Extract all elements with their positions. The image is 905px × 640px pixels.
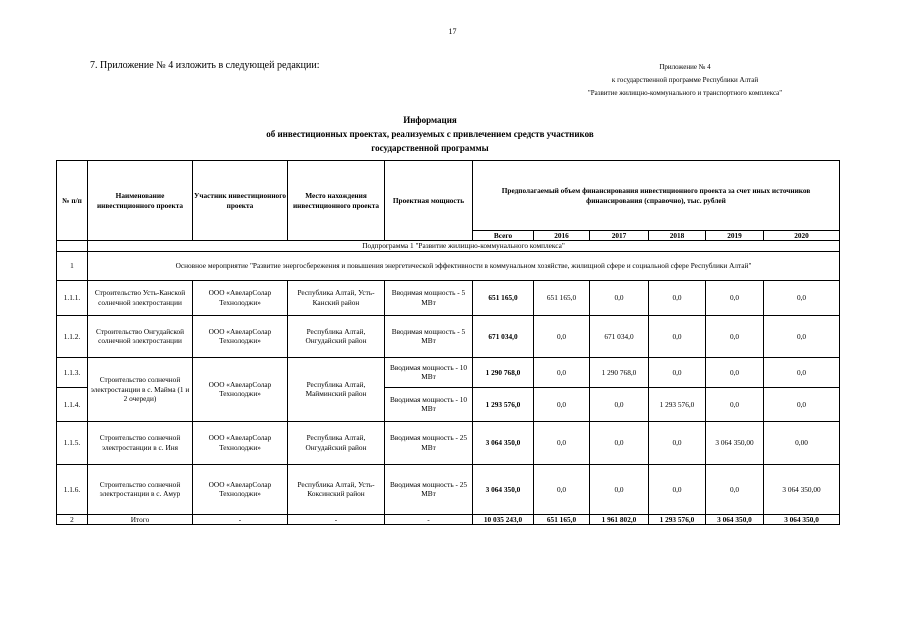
total-capacity: - — [385, 514, 473, 524]
row-2018: 0,0 — [649, 280, 706, 315]
row-2016: 0,0 — [534, 357, 590, 387]
total-2018: 1 293 576,0 — [649, 514, 706, 524]
row-total: 671 034,0 — [473, 315, 534, 357]
row-2017: 0,0 — [590, 421, 649, 464]
row-name: Строительство Усть-Канской солнечной электростанции — [88, 280, 193, 315]
total-location: - — [288, 514, 385, 524]
annex-line-1: Приложение № 4 — [659, 63, 711, 71]
header-funding: Предполагаемый объем финансирования инвестиционного проекта за счет иных источников финансирования (справочно), тыс. рублей — [473, 161, 840, 231]
intro-text: 7. Приложение № 4 изложить в следующей редакции: — [90, 60, 320, 71]
total-2020: 3 064 350,0 — [764, 514, 840, 524]
subprogram-row — [57, 241, 840, 251]
total-2019: 3 064 350,0 — [706, 514, 764, 524]
page-number: 17 — [448, 27, 457, 36]
row-num: 1.1.4. — [57, 387, 88, 421]
row-num: 1.1.3. — [57, 357, 88, 387]
row-participant: ООО «АвеларСолар Технолоджи» — [193, 280, 288, 315]
main-activity-text: Основное мероприятие "Развитие энергосбережения и повышения энергетической эффективности в коммунальном хозяйстве, жилищной сфере и социальной сфере Республики Алтай" — [88, 251, 840, 280]
header-2020: 2020 — [764, 231, 840, 241]
annex-line-2: к государственной программе Республики Алтай — [611, 76, 759, 84]
row-2020: 0,0 — [764, 387, 840, 421]
row-2020: 0,0 — [764, 357, 840, 387]
row-total: 1 290 768,0 — [473, 357, 534, 387]
row-2020: 0,00 — [764, 421, 840, 464]
row-2018: 1 293 576,0 — [649, 387, 706, 421]
row-2019: 0,0 — [706, 387, 764, 421]
row-2017: 0,0 — [590, 280, 649, 315]
header-2018: 2018 — [649, 231, 706, 241]
row-total: 3 064 350,0 — [473, 464, 534, 514]
row-2019: 0,0 — [706, 357, 764, 387]
row-location: Республика Алтай, Онгудайский район — [288, 315, 385, 357]
row-2019: 0,0 — [706, 315, 764, 357]
header-2019: 2019 — [706, 231, 764, 241]
total-num: 2 — [57, 514, 88, 524]
header-row — [57, 161, 840, 231]
investment-projects-table — [56, 160, 840, 525]
row-capacity: Вводимая мощность - 25 МВт — [385, 421, 473, 464]
row-capacity: Вводимая мощность - 25 МВт — [385, 464, 473, 514]
row-2020: 0,0 — [764, 280, 840, 315]
row-num: 1.1.1. — [57, 280, 88, 315]
row-name: Строительство Онгудайской солнечной электростанции — [88, 315, 193, 357]
table-row — [57, 357, 840, 387]
row-2017: 0,0 — [590, 387, 649, 421]
row-location: Республика Алтай, Усть-Коксинский район — [288, 464, 385, 514]
annex-block — [540, 61, 830, 100]
header-num: № п/п — [57, 161, 88, 241]
row-2016: 0,0 — [534, 421, 590, 464]
total-2017: 1 961 802,0 — [590, 514, 649, 524]
row-2018: 0,0 — [649, 315, 706, 357]
row-participant: ООО «АвеларСолар Технолоджи» — [193, 315, 288, 357]
row-2017: 0,0 — [590, 464, 649, 514]
subprogram-title: Подпрограмма 1 "Развитие жилищно-коммунального комплекса" — [88, 241, 840, 251]
table-row — [57, 315, 840, 357]
row-2017: 1 290 768,0 — [590, 357, 649, 387]
row-name: Строительство солнечной электростанции в с. Амур — [88, 464, 193, 514]
header-name: Наименование инвестиционного проекта — [88, 161, 193, 241]
row-total: 1 293 576,0 — [473, 387, 534, 421]
row-capacity: Вводимая мощность - 10 МВт — [385, 357, 473, 387]
total-2016: 651 165,0 — [534, 514, 590, 524]
total-label: Итого — [88, 514, 193, 524]
title-line-1: Информация — [403, 115, 457, 125]
row-total: 3 064 350,0 — [473, 421, 534, 464]
main-activity-row — [57, 251, 840, 280]
row-total: 651 165,0 — [473, 280, 534, 315]
row-location: Республика Алтай, Усть-Канский район — [288, 280, 385, 315]
row-2018: 0,0 — [649, 357, 706, 387]
row-2018: 0,0 — [649, 421, 706, 464]
header-location: Место нахождения инвестиционного проекта — [288, 161, 385, 241]
row-num: 1.1.5. — [57, 421, 88, 464]
total-sum: 10 035 243,0 — [473, 514, 534, 524]
row-participant: ООО «АвеларСолар Технолоджи» — [193, 421, 288, 464]
row-participant: ООО «АвеларСолар Технолоджи» — [193, 357, 288, 421]
row-num: 1.1.6. — [57, 464, 88, 514]
row-num: 1.1.2. — [57, 315, 88, 357]
row-name: Строительство солнечной электростанции в с. Майма (1 и 2 очереди) — [88, 357, 193, 421]
table-row — [57, 421, 840, 464]
header-2017: 2017 — [590, 231, 649, 241]
annex-line-3: "Развитие жилищно-коммунального и транспортного комплекса" — [587, 89, 783, 97]
total-participant: - — [193, 514, 288, 524]
row-2019: 0,0 — [706, 280, 764, 315]
row-2020: 0,0 — [764, 315, 840, 357]
row-2016: 0,0 — [534, 387, 590, 421]
row-capacity: Вводимая мощность - 10 МВт — [385, 387, 473, 421]
total-row — [57, 514, 840, 524]
row-name: Строительство солнечной электростанции в с. Иня — [88, 421, 193, 464]
main-activity-num: 1 — [57, 251, 88, 280]
table-row — [57, 280, 840, 315]
header-total: Всего — [473, 231, 534, 241]
header-2016: 2016 — [534, 231, 590, 241]
row-2019: 0,0 — [706, 464, 764, 514]
document-title — [150, 113, 710, 155]
header-capacity: Проектная мощность — [385, 161, 473, 241]
row-participant: ООО «АвеларСолар Технолоджи» — [193, 464, 288, 514]
row-2020: 3 064 350,00 — [764, 464, 840, 514]
title-line-3: государственной программы — [371, 143, 489, 153]
row-2016: 0,0 — [534, 464, 590, 514]
row-capacity: Вводимая мощность - 5 МВт — [385, 315, 473, 357]
table-row — [57, 464, 840, 514]
row-location: Республика Алтай, Онгудайский район — [288, 421, 385, 464]
subprogram-num-cell — [57, 241, 88, 251]
row-2017: 671 034,0 — [590, 315, 649, 357]
row-location: Республика Алтай, Майминский район — [288, 357, 385, 421]
row-capacity: Вводимая мощность - 5 МВт — [385, 280, 473, 315]
row-2016: 651 165,0 — [534, 280, 590, 315]
row-2019: 3 064 350,00 — [706, 421, 764, 464]
row-2016: 0,0 — [534, 315, 590, 357]
row-2018: 0,0 — [649, 464, 706, 514]
header-participant: Участник инвестиционного проекта — [193, 161, 288, 241]
title-line-2: об инвестиционных проектах, реализуемых с привлечением средств участников — [266, 129, 594, 139]
